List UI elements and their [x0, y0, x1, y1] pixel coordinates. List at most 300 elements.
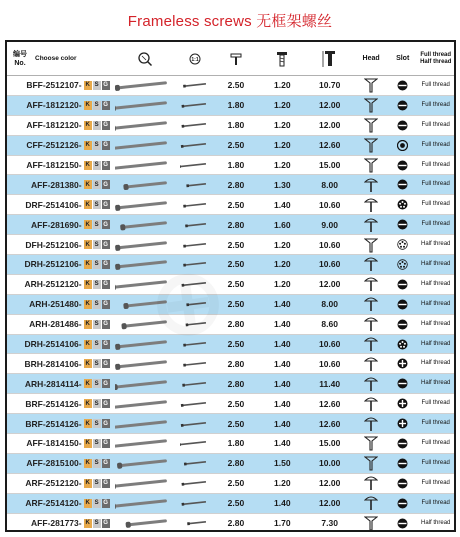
- color-s[interactable]: S: [94, 162, 99, 168]
- screw-length-icon: [322, 50, 338, 68]
- color-s[interactable]: S: [94, 360, 99, 367]
- thread-diameter-value: 1.40: [274, 378, 291, 389]
- screw-photo-icon: [115, 99, 175, 111]
- color-s[interactable]: S: [94, 102, 99, 109]
- screw-scale-cell: [177, 474, 213, 493]
- color-chooser[interactable]: [83, 419, 110, 428]
- thread-diameter-value: 1.40: [274, 398, 291, 409]
- screw-scale-cell: [177, 414, 213, 433]
- table-row: [7, 414, 454, 434]
- color-g[interactable]: G: [103, 500, 108, 507]
- round-head-icon: [354, 215, 388, 234]
- color-chooser[interactable]: [83, 280, 110, 289]
- screw-table: [5, 40, 456, 532]
- screw-scale-cell: [177, 76, 213, 95]
- color-k[interactable]: K: [85, 341, 90, 348]
- color-g[interactable]: G: [103, 520, 108, 527]
- header-thread-full: Full thread: [420, 51, 452, 58]
- color-k[interactable]: K: [85, 400, 90, 407]
- color-s[interactable]: S: [94, 142, 99, 149]
- flat-countersunk-head-icon: [354, 235, 388, 254]
- color-s[interactable]: S: [94, 281, 99, 288]
- screw-scale-icon: [180, 141, 210, 149]
- color-g[interactable]: G: [103, 460, 108, 467]
- header-code-cn: 编号: [13, 50, 27, 58]
- code-cell: [7, 235, 114, 254]
- code-cell: [7, 76, 114, 95]
- color-chooser[interactable]: [83, 260, 110, 269]
- flat-countersunk-head-icon: [354, 514, 388, 532]
- length-value: 12.60: [319, 398, 341, 409]
- screw-photo-icon: [115, 139, 175, 151]
- color-chooser[interactable]: [83, 240, 110, 249]
- length-value: 12.00: [319, 100, 341, 111]
- screw-photo-icon: [115, 278, 175, 290]
- color-g[interactable]: G: [103, 301, 108, 308]
- screw-scale-cell: [177, 116, 213, 135]
- thread-diameter-value: 1.40: [274, 339, 291, 350]
- screw-scale-icon: [180, 459, 210, 467]
- product-code: ARF-2512120-: [25, 478, 82, 489]
- thread-diameter-value: 1.40: [274, 438, 291, 449]
- color-chooser[interactable]: [83, 200, 110, 209]
- screw-scale-cell: [177, 195, 213, 214]
- round-head-icon: [354, 175, 388, 194]
- product-code: AFF-281690-: [31, 219, 82, 230]
- color-g[interactable]: G: [103, 321, 108, 328]
- color-g[interactable]: G: [103, 400, 108, 407]
- color-k[interactable]: K: [85, 500, 90, 507]
- color-k[interactable]: K: [85, 360, 90, 367]
- color-k[interactable]: K: [85, 301, 90, 308]
- color-k[interactable]: K: [85, 221, 90, 228]
- color-chooser[interactable]: [83, 340, 110, 349]
- thread-diameter-value: 1.40: [274, 498, 291, 509]
- color-chooser[interactable]: [83, 141, 110, 150]
- code-cell: [7, 156, 114, 175]
- head-diameter-value: 2.50: [227, 140, 245, 151]
- product-code: AFF-281380-: [31, 179, 82, 190]
- thread-type: Full thread: [421, 439, 450, 446]
- table-row: [7, 474, 454, 494]
- thread-type: Full thread: [421, 400, 450, 407]
- screw-photo-icon: [115, 358, 175, 370]
- head-diameter-value: 2.80: [227, 358, 245, 369]
- color-g[interactable]: G: [103, 181, 108, 188]
- color-g[interactable]: G: [103, 341, 108, 348]
- code-cell: [7, 394, 114, 413]
- color-k[interactable]: K: [85, 420, 90, 427]
- screw-scale-icon: [180, 121, 210, 129]
- color-g[interactable]: G: [103, 122, 108, 129]
- screw-photo-cell: [114, 474, 177, 493]
- color-s[interactable]: S: [94, 261, 99, 268]
- table-row: [7, 156, 454, 176]
- color-chooser[interactable]: [83, 359, 110, 368]
- length-value: 10.60: [319, 259, 341, 270]
- screw-scale-cell: [177, 215, 213, 234]
- product-code: DRH-2512106-: [24, 259, 82, 270]
- color-g[interactable]: G: [103, 380, 108, 387]
- thread-type: Half thread: [421, 380, 451, 387]
- round-head-icon: [354, 374, 388, 393]
- color-g[interactable]: G: [103, 82, 108, 89]
- color-chooser[interactable]: [83, 161, 110, 170]
- screw-photo-cell: [114, 175, 177, 194]
- head-diameter-value: 2.50: [227, 279, 245, 290]
- table-row: [7, 295, 454, 315]
- code-cell: [7, 474, 114, 493]
- length-value: 15.00: [319, 160, 341, 170]
- screw-photo-cell: [114, 255, 177, 274]
- header-diameter-icon-cell: [212, 42, 259, 75]
- screw-photo-icon: [115, 418, 175, 430]
- color-s[interactable]: S: [94, 201, 99, 208]
- screw-scale-cell: [177, 335, 213, 354]
- color-k[interactable]: K: [85, 460, 90, 467]
- screw-scale-icon: [180, 320, 210, 328]
- color-k[interactable]: K: [85, 82, 90, 89]
- screw-photo-icon: [115, 477, 175, 489]
- color-k[interactable]: K: [85, 201, 90, 208]
- thread-diameter-value: 1.20: [274, 259, 291, 270]
- color-g[interactable]: G: [103, 281, 108, 288]
- color-chooser[interactable]: [83, 439, 110, 448]
- table-row: [7, 514, 454, 532]
- slotted-slot-icon: [388, 175, 418, 194]
- slotted-slot-icon: [388, 454, 418, 473]
- color-chooser[interactable]: [83, 101, 110, 110]
- color-k[interactable]: K: [85, 321, 90, 328]
- color-chooser[interactable]: [83, 180, 110, 189]
- color-k[interactable]: K: [85, 162, 90, 168]
- slotted-slot-icon: [388, 76, 418, 95]
- slotted-slot-icon: [388, 474, 418, 493]
- screw-photo-icon: [115, 457, 175, 469]
- header-code-label: [13, 50, 27, 68]
- head-diameter-value: 2.80: [227, 458, 245, 469]
- color-k[interactable]: K: [85, 380, 90, 387]
- screw-scale-cell: [177, 156, 213, 175]
- slotted-slot-icon: [388, 156, 418, 175]
- color-s[interactable]: S: [94, 460, 99, 467]
- thread-type: Full thread: [421, 499, 450, 506]
- thread-type: Half thread: [421, 340, 451, 347]
- screw-scale-icon: [180, 360, 210, 368]
- screw-scale-cell: [177, 235, 213, 254]
- color-g[interactable]: G: [103, 420, 108, 427]
- screw-scale-icon: [180, 499, 210, 507]
- screw-scale-cell: [177, 315, 213, 334]
- table-row: [7, 454, 454, 474]
- thread-type: Full thread: [421, 201, 450, 208]
- thread-diameter-value: 1.20: [274, 239, 291, 250]
- thread-type: Half thread: [421, 519, 451, 526]
- screw-photo-cell: [114, 195, 177, 214]
- thread-diameter-value: 1.40: [274, 199, 291, 210]
- color-chooser[interactable]: [83, 220, 110, 229]
- product-code: AFF-1814150-: [26, 438, 82, 449]
- code-cell: [7, 335, 114, 354]
- screw-photo-icon: [115, 219, 175, 231]
- table-row: [7, 394, 454, 414]
- color-g[interactable]: G: [103, 221, 108, 228]
- thread-type: Full thread: [421, 81, 450, 88]
- screw-photo-icon: [115, 298, 175, 310]
- screw-photo-icon: [115, 79, 175, 91]
- product-code: ARH-281486-: [29, 319, 82, 330]
- color-k[interactable]: K: [85, 520, 90, 527]
- head-diameter-value: 2.50: [227, 299, 245, 310]
- header-code-en: No.: [14, 59, 26, 67]
- thread-diameter-icon: [275, 51, 289, 67]
- screw-scale-icon: [180, 519, 210, 527]
- slotted-slot-icon: [388, 96, 418, 115]
- round-head-icon: [354, 335, 388, 354]
- length-value: 11.40: [319, 378, 341, 389]
- product-code: DRH-2514106-: [24, 339, 82, 350]
- color-k[interactable]: K: [85, 181, 90, 188]
- screw-photo-cell: [114, 434, 177, 453]
- thread-diameter-value: 1.40: [274, 358, 291, 369]
- screw-magnifier-icon: [137, 51, 153, 67]
- color-chooser[interactable]: [83, 81, 110, 90]
- code-cell: [7, 354, 114, 373]
- head-diameter-icon: [229, 52, 243, 66]
- color-s[interactable]: S: [94, 181, 99, 188]
- color-k[interactable]: K: [85, 142, 90, 149]
- code-cell: [7, 275, 114, 294]
- product-code: ARH-251480-: [29, 299, 82, 310]
- color-s[interactable]: S: [94, 420, 99, 427]
- head-diameter-value: 2.80: [227, 179, 245, 190]
- thread-type: Half thread: [421, 280, 451, 287]
- flat-countersunk-head-icon: [354, 76, 388, 95]
- length-value: 12.60: [319, 418, 341, 429]
- screw-photo-icon: [115, 437, 175, 449]
- color-chooser[interactable]: [83, 320, 110, 329]
- color-g[interactable]: G: [103, 142, 108, 149]
- thread-type: Half thread: [421, 300, 451, 307]
- thread-type: Half thread: [421, 360, 451, 367]
- color-g[interactable]: G: [103, 241, 108, 248]
- head-diameter-value: 2.50: [227, 259, 245, 270]
- screw-scale-cell: [177, 255, 213, 274]
- screw-photo-icon: [115, 318, 175, 330]
- screw-photo-icon: [115, 119, 175, 131]
- slotted-slot-icon: [388, 215, 418, 234]
- screw-scale-icon: [180, 340, 210, 348]
- screw-photo-cell: [114, 295, 177, 314]
- screw-scale-cell: [177, 434, 213, 453]
- flat-countersunk-head-icon: [354, 434, 388, 453]
- header-thread-half: Half thread: [420, 58, 452, 65]
- length-value: 10.60: [319, 358, 341, 369]
- head-diameter-value: 2.50: [227, 418, 245, 429]
- round-head-icon: [354, 494, 388, 513]
- table-row: [7, 116, 454, 136]
- screw-scale-cell: [177, 354, 213, 373]
- color-g[interactable]: G: [103, 162, 108, 168]
- color-s[interactable]: S: [94, 301, 99, 308]
- color-g[interactable]: G: [103, 440, 108, 447]
- product-code: BRF-2514126-: [25, 418, 82, 429]
- color-k[interactable]: K: [85, 261, 90, 268]
- thread-type: Full thread: [421, 141, 450, 148]
- thread-type: Full thread: [421, 420, 450, 427]
- thread-diameter-value: 1.20: [274, 160, 291, 170]
- slotted-slot-icon: [388, 295, 418, 314]
- color-chooser[interactable]: [83, 459, 110, 468]
- color-g[interactable]: G: [103, 201, 108, 208]
- slotted-slot-icon: [388, 116, 418, 135]
- head-diameter-value: 2.80: [227, 378, 245, 389]
- screw-photo-cell: [114, 514, 177, 532]
- table-row: [7, 434, 454, 454]
- color-g[interactable]: G: [103, 360, 108, 367]
- screw-scale-icon: [180, 241, 210, 249]
- product-code: BFF-2512107-: [26, 80, 82, 91]
- screw-scale-cell: [177, 175, 213, 194]
- screw-scale-icon: [180, 479, 210, 487]
- color-s[interactable]: S: [94, 321, 99, 328]
- screw-photo-cell: [114, 315, 177, 334]
- length-value: 12.00: [319, 120, 341, 131]
- screw-photo-cell: [114, 156, 177, 175]
- color-s[interactable]: S: [94, 480, 99, 487]
- head-diameter-value: 2.50: [227, 199, 245, 210]
- color-k[interactable]: K: [85, 480, 90, 487]
- code-cell: [7, 414, 114, 433]
- head-diameter-value: 2.80: [227, 518, 245, 529]
- screw-scale-cell: [177, 454, 213, 473]
- round-head-icon: [354, 394, 388, 413]
- slotted-slot-icon: [388, 434, 418, 453]
- color-s[interactable]: S: [94, 241, 99, 248]
- thread-type: Half thread: [421, 320, 451, 327]
- table-row: [7, 215, 454, 235]
- color-chooser[interactable]: [83, 379, 110, 388]
- head-diameter-value: 2.80: [227, 219, 245, 230]
- product-code: ARF-2514120-: [25, 498, 82, 509]
- thread-type: Full thread: [421, 101, 450, 108]
- code-cell: [7, 374, 114, 393]
- screw-photo-cell: [114, 454, 177, 473]
- color-k[interactable]: K: [85, 102, 90, 109]
- code-cell: [7, 494, 114, 513]
- color-s[interactable]: S: [94, 221, 99, 228]
- code-cell: [7, 195, 114, 214]
- product-code: CFF-2512126-: [26, 140, 82, 151]
- product-code: AFF-2815100-: [26, 458, 82, 469]
- thread-type: Half thread: [421, 241, 451, 248]
- color-s[interactable]: S: [94, 341, 99, 348]
- head-diameter-value: 2.50: [227, 478, 245, 489]
- head-diameter-value: 2.50: [227, 339, 245, 350]
- color-chooser[interactable]: [83, 399, 110, 408]
- header-scale-icon-cell: [177, 42, 213, 75]
- thread-diameter-value: 1.20: [274, 80, 291, 91]
- color-s[interactable]: S: [94, 520, 99, 527]
- phillips-slot-icon: [388, 394, 418, 413]
- color-chooser[interactable]: [83, 519, 110, 528]
- code-cell: [7, 454, 114, 473]
- color-s[interactable]: S: [94, 440, 99, 447]
- color-k[interactable]: K: [85, 241, 90, 248]
- head-diameter-value: 1.80: [227, 100, 245, 111]
- color-s[interactable]: S: [94, 122, 99, 129]
- color-chooser[interactable]: [83, 300, 110, 309]
- screw-scale-icon: [180, 380, 210, 388]
- screw-scale-icon: [180, 81, 210, 89]
- thread-diameter-value: 1.20: [274, 478, 291, 489]
- table-row: [7, 255, 454, 275]
- length-value: 12.00: [319, 478, 341, 489]
- round-head-icon: [354, 255, 388, 274]
- color-chooser[interactable]: [83, 479, 110, 488]
- code-cell: [7, 315, 114, 334]
- head-diameter-value: 2.50: [227, 498, 245, 509]
- length-value: 7.30: [321, 518, 338, 529]
- thread-type: Full thread: [421, 479, 450, 486]
- thread-diameter-value: 1.20: [274, 100, 291, 111]
- code-cell: [7, 255, 114, 274]
- thread-diameter-value: 1.20: [274, 120, 291, 131]
- color-s[interactable]: S: [94, 380, 99, 387]
- color-s[interactable]: S: [94, 82, 99, 89]
- head-diameter-value: 2.80: [227, 319, 245, 330]
- thread-diameter-value: 1.50: [274, 458, 291, 469]
- product-code: AFF-1812120-: [26, 100, 82, 111]
- head-diameter-value: 1.80: [227, 160, 245, 170]
- color-s[interactable]: S: [94, 500, 99, 507]
- screw-photo-cell: [114, 414, 177, 433]
- length-value: 8.00: [321, 179, 338, 190]
- screw-scale-icon: [180, 280, 210, 288]
- color-g[interactable]: G: [103, 480, 108, 487]
- color-chooser[interactable]: [83, 121, 110, 130]
- color-k[interactable]: K: [85, 440, 90, 447]
- color-g[interactable]: G: [103, 261, 108, 268]
- thread-diameter-value: 1.40: [274, 299, 291, 310]
- code-cell: [7, 116, 114, 135]
- screw-photo-cell: [114, 374, 177, 393]
- flat-countersunk-head-icon: [354, 136, 388, 155]
- color-g[interactable]: G: [103, 102, 108, 109]
- pentalobe-slot-icon: [388, 195, 418, 214]
- screw-photo-icon: [115, 497, 175, 509]
- screw-scale-icon: [180, 181, 210, 189]
- length-value: 12.60: [319, 140, 341, 151]
- color-s[interactable]: S: [94, 400, 99, 407]
- round-head-icon: [354, 195, 388, 214]
- head-diameter-value: 2.50: [227, 398, 245, 409]
- color-k[interactable]: K: [85, 122, 90, 129]
- table-header: [7, 42, 454, 76]
- screw-scale-icon: [180, 221, 210, 229]
- table-row: [7, 315, 454, 335]
- color-chooser[interactable]: [83, 499, 110, 508]
- header-length-icon-cell: [305, 42, 354, 75]
- table-row: [7, 275, 454, 295]
- screw-photo-cell: [114, 116, 177, 135]
- screw-scale-icon: [180, 260, 210, 268]
- color-k[interactable]: K: [85, 281, 90, 288]
- product-code: AFF-281773-: [31, 518, 82, 529]
- table-row: [7, 96, 454, 116]
- header-code-col: [7, 50, 114, 68]
- screw-scale-cell: [177, 374, 213, 393]
